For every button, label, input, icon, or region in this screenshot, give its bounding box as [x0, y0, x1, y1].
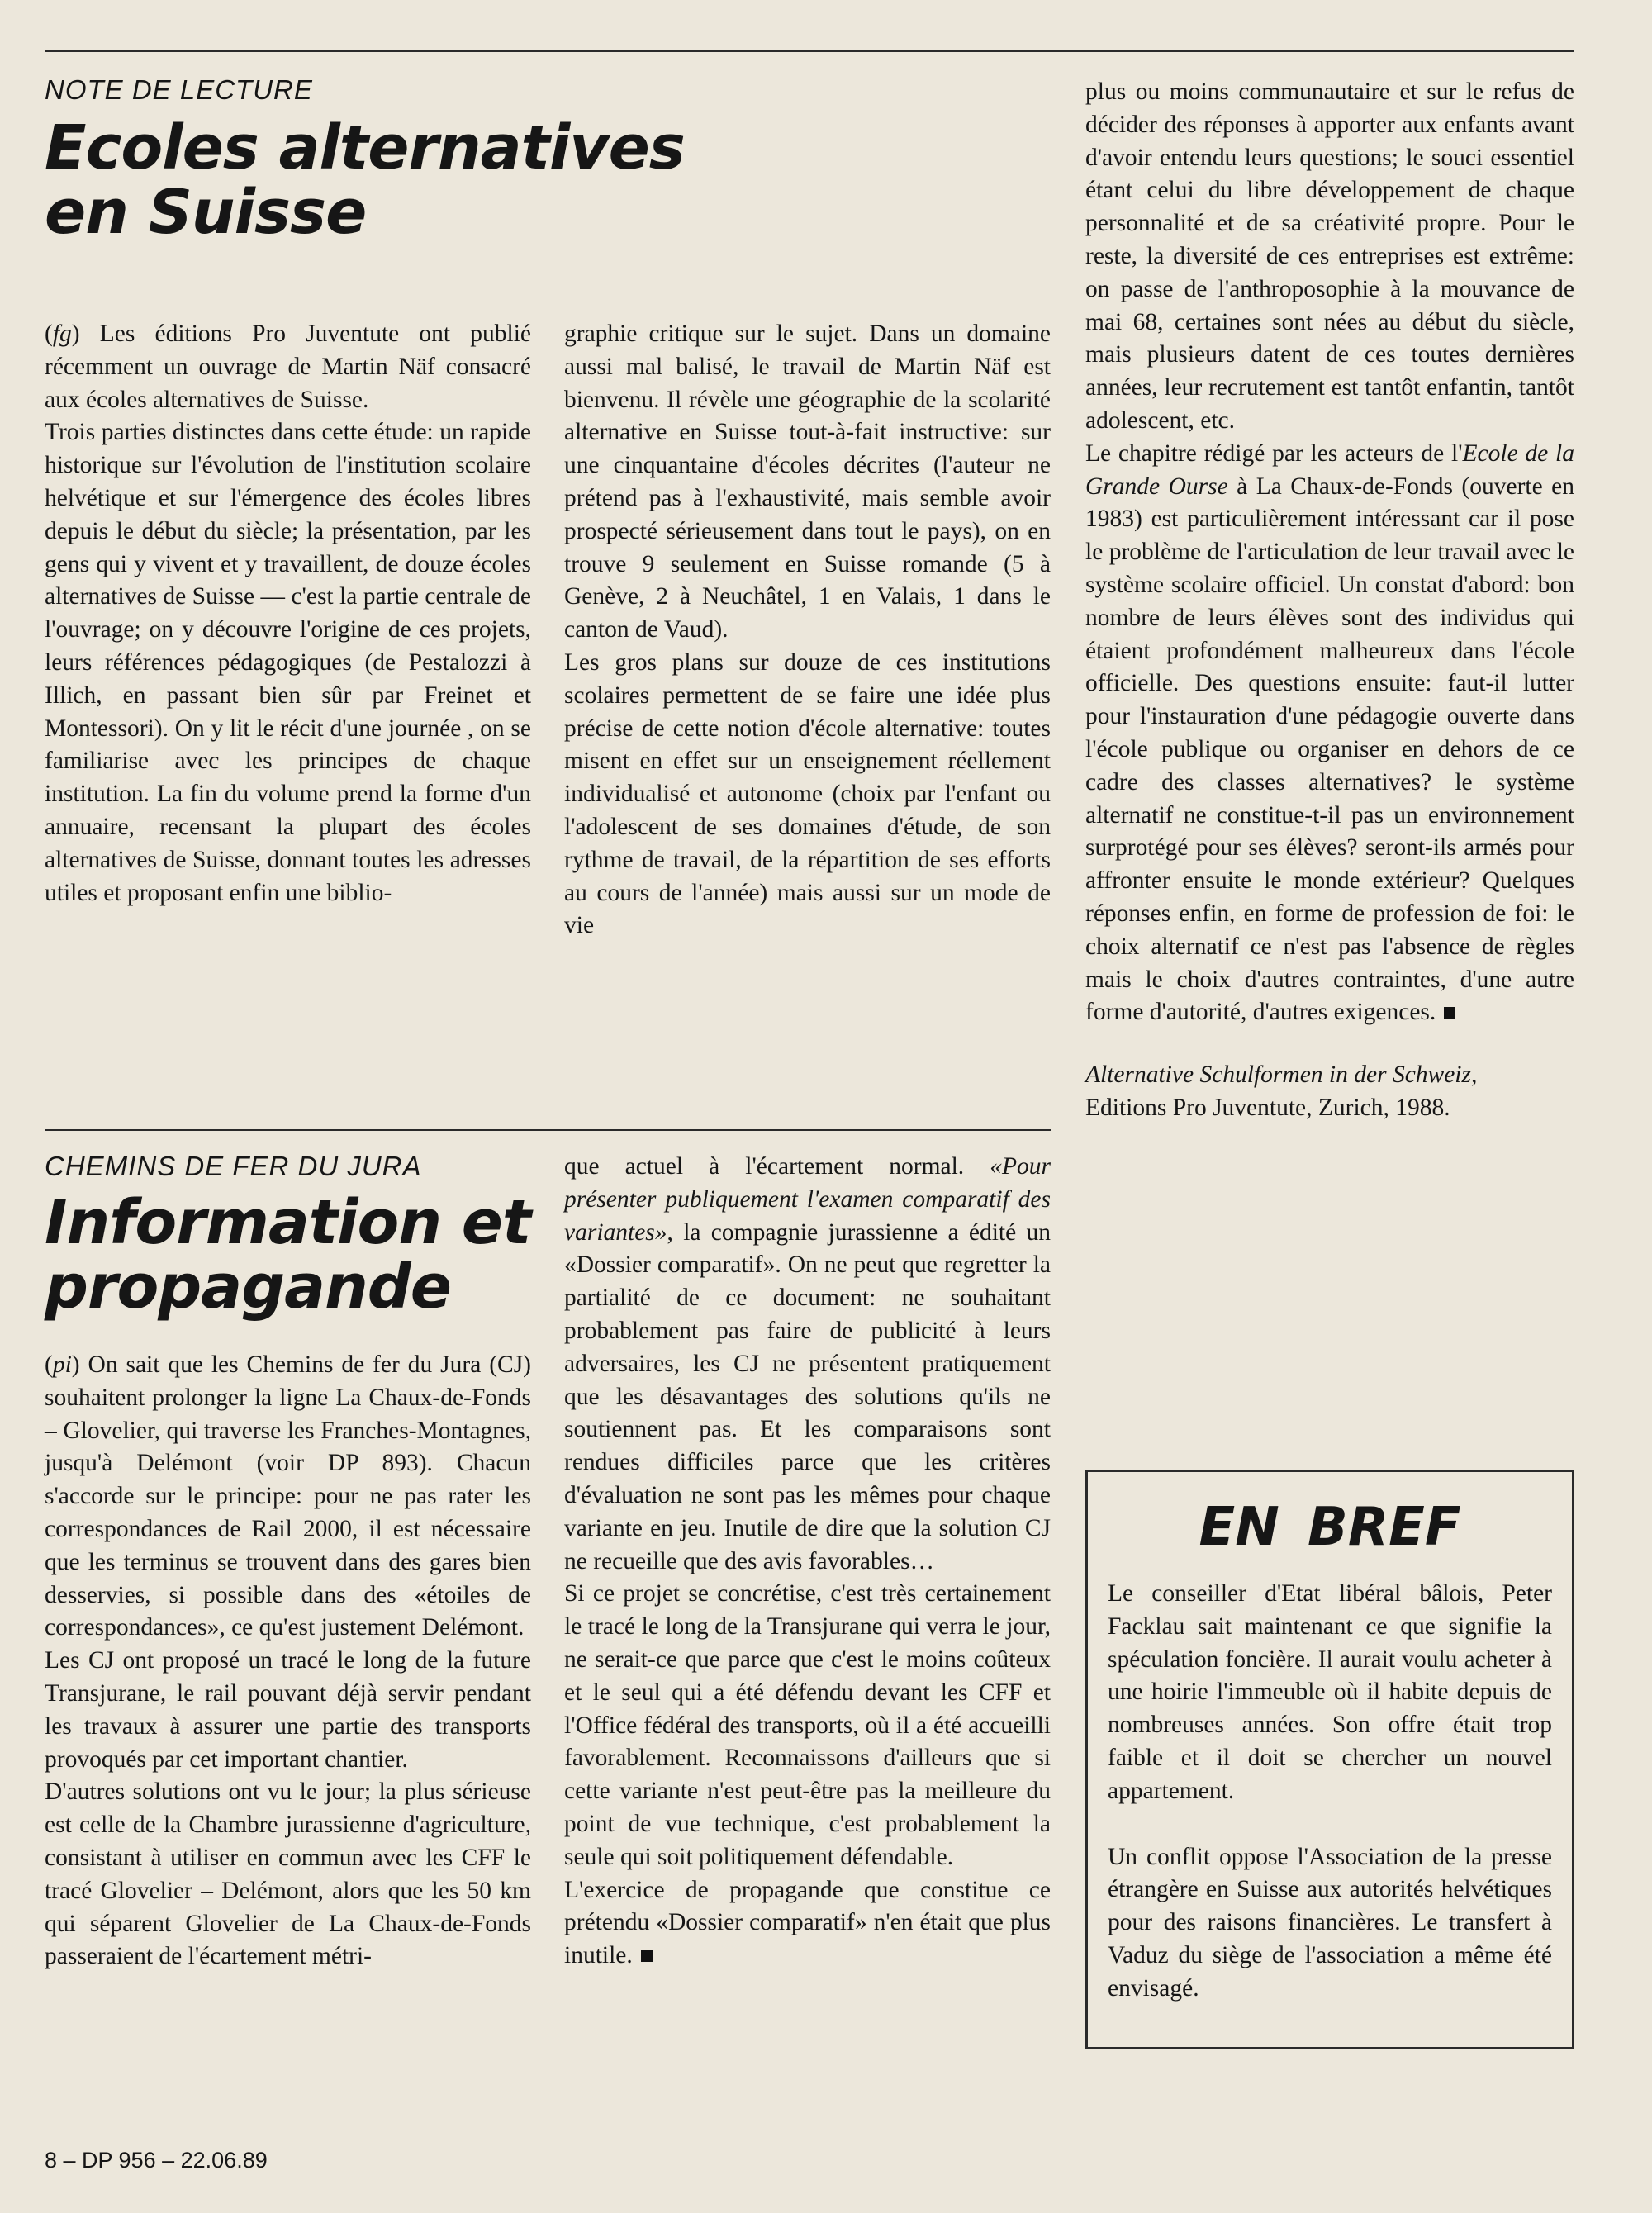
article2-byline: pi	[52, 1351, 72, 1378]
article1-lead-text: Les éditions Pro Juventute ont publié récemment un ouvrage de Martin Näf consacré aux écoles alternatives de Suisse.	[45, 321, 531, 413]
article1-column1	[45, 318, 531, 909]
article1-kicker: NOTE DE LECTURE	[45, 74, 313, 105]
brief-item: Le conseiller d'Etat libéral bâlois, Peter Facklau sait maintenant ce que signifie la spéculation foncière. Il aurait voulu acheter à une hoirie l'immeuble où il habite depuis de nombreuses années. Son offre était trop faible et il doit se chercher un nouvel appartement.	[1108, 1580, 1552, 1804]
article1-column2	[564, 318, 1051, 943]
article2-title	[45, 1187, 531, 1323]
article1-paragraph: (fg) Les éditions Pro Juventute ont publié récemment un ouvrage de Martin Näf consacré aux écoles alternatives de Suisse.	[45, 321, 531, 413]
article2-kicker: CHEMINS DE FER DU JURA	[45, 1151, 422, 1181]
article2-column2	[564, 1151, 1051, 1973]
article2-title-line2: propagande	[45, 1251, 451, 1323]
article1-title-line1: Ecoles alternatives	[45, 112, 685, 183]
end-mark-icon	[641, 1950, 653, 1962]
article2-paragraph	[564, 1874, 1051, 1973]
top-rule	[45, 50, 1574, 52]
article2-paragraph	[564, 1151, 1051, 1578]
article2-text: , la compagnie jurassienne a édité un «Dossier comparatif». On ne peut que regretter la partialité de ce document: ne souhaitant probablement pas faire de publicité à leurs adversaires, les CJ ne présentent pratiquement que les désavantages des solutions qu'ils ne soutiennent pas. Et les comparaisons sont rendues difficiles parce que les critères d'évaluation ne sont pas les mêmes pour chaque variante en jeu. Inutile de dire que la solution CJ ne recueille que des avis favorables…	[564, 1218, 1051, 1574]
article2-paragraph: (pi) On sait que les Chemins de fer du Jura (CJ) souhaitent prolonger la ligne La Chaux-de-Fonds – Glovelier, qui traverse les Franches-Montagnes, jusqu'à Delémont (voir DP 893). Chacun s'accorde sur le principe: pour ne pas rater les correspondances de Rail 2000, il est nécessaire que les terminus se trouvent dans des gares bien desservies, si possible dans des «étoiles de correspondances», ce qu'est justement Delémont.	[45, 1351, 531, 1641]
article1-column3	[1085, 76, 1574, 1125]
reference-publisher: Editions Pro Juventute, Zurich, 1988.	[1085, 1094, 1450, 1121]
article2-text: L'exercice de propagande que constitue ce prétendu «Dossier comparatif» n'en était que plus inutile.	[564, 1876, 1051, 1969]
brief-title: EN BREF	[1199, 1497, 1461, 1558]
article1-school-name: Ecole de la Grande Ourse	[1085, 439, 1574, 500]
reference-title: Alternative Schulformen in der Schweiz,	[1085, 1061, 1478, 1089]
article1-paragraph	[1085, 438, 1574, 1029]
section-divider	[45, 1129, 1051, 1131]
article2-text: que actuel à l'écartement normal.	[564, 1153, 990, 1180]
article1-text: à La Chaux-de-Fonds (ouverte en 1983) est particulièrement intéressant car il pose le problème de l'articulation de leur travail avec le système scolaire officiel. Un constat d'abord: bon nombre de leurs élèves sont des individus qui étaient profondément malheureux dans l'école officielle. Des questions ensuite: faut-il lutter pour l'instauration d'une pédagogie ouverte dans l'école publique ou organiser en dehors de ce cadre des classes alternatives? le système alternatif ne constitue-t-il pas un environnement surprotégé pour ses élèves? seront-ils armés pour affronter ensuite le monde extérieur? Quelques réponses enfin, en forme de profession de foi: le choix alternatif ce n'est pas l'absence de règles mais le choix d'autres contraintes, d'une autre forme d'autorité, d'autres exigences.	[1085, 473, 1574, 1026]
article1-title	[45, 112, 685, 248]
brief-item: Un conflit oppose l'Association de la presse étrangère en Suisse aux autorités helvétiques pour des raisons financières. Le transfert à Vaduz du siège de l'association a même été envisagé.	[1108, 1843, 1552, 2002]
article2-paragraph: Les CJ ont proposé un tracé le long de la future Transjurane, le rail pouvant déjà servir pendant les travaux à assurer une partie des transports provoqués par cet important chantier.	[45, 1647, 531, 1773]
article2-title-line1: Information et	[45, 1187, 531, 1258]
article2-paragraph: Si ce projet se concrétise, c'est très certainement le tracé le long de la Transjurane qui verra le jour, ne serait-ce que parce que c'est le moins coûteux et le seul qui a été défendu devant les CFF et l'Office fédéral des transports, où il a été accueilli favorablement. Reconnaissons d'ailleurs que si cette variante n'est peut-être pas la meilleure du point de vue technique, c'est probablement la seule qui soit politiquement défendable.	[564, 1580, 1051, 1870]
brief-box	[1085, 1470, 1574, 2049]
article1-text: Le chapitre rédigé par les acteurs de l'	[1085, 439, 1463, 467]
page-footer: 8 – DP 956 – 22.06.89	[45, 2148, 268, 2173]
article1-paragraph: graphie critique sur le sujet. Dans un domaine aussi mal balisé, le travail de Martin Näf est bienvenu. Il révèle une géographie de la scolarité alternative en Suisse tout-à-fait instructive: sur une cinquantaine d'écoles décrites (l'auteur ne prétend pas à l'exhaustivité, mais semble avoir prospecté sérieusement dans tout le pays), on en trouve 9 seulement en Suisse romande (5 à Genève, 2 à Neuchâtel, 1 en Valais, 1 dans le canton de Vaud).	[564, 321, 1051, 643]
article1-reference	[1085, 1059, 1574, 1125]
article2-quote: «Pour présenter publiquement l'examen comparatif des variantes»	[564, 1153, 1051, 1246]
article1-byline: fg	[52, 321, 72, 347]
brief-items	[1108, 1578, 1552, 2006]
article1-paragraph: plus ou moins communautaire et sur le refus de décider des réponses à apporter aux enfants avant d'avoir entendu leurs questions; le souci essentiel étant celui du libre développement de chaque personnalité et de sa créativité propre. Pour le reste, la diversité de ces entreprises est extrême: on passe de l'anthroposophie à la mouvance de mai 68, certaines sont nées au début du siècle, mais plusieurs datent de ces toutes dernières années, leur recrutement est tantôt enfantin, tantôt adolescent, etc.	[1085, 78, 1574, 434]
article2-lead-text: On sait que les Chemins de fer du Jura (CJ) souhaitent prolonger la ligne La Chaux-de-Fonds – Glovelier, qui traverse les Franches-Montagnes, jusqu'à Delémont (voir DP 893). Chacun s'accorde sur le principe: pour ne pas rater les correspondances de Rail 2000, il est nécessaire que les terminus se trouvent dans des gares bien desservies, si possible dans des «étoiles de correspondances», ce qu'est justement Delémont.	[45, 1351, 531, 1641]
article1-title-line2: en Suisse	[45, 177, 367, 248]
article1-paragraph: Les gros plans sur douze de ces institutions scolaires permettent de se faire une idée plus précise de cette notion d'école alternative: toutes misent en effet sur un enseignement réellement individualisé et autonome (choix par l'enfant ou l'adolescent de ses domaines d'étude, de son rythme de travail, de la répartition de ses efforts au cours de l'année) mais aussi sur un mode de vie	[564, 648, 1051, 939]
article2-column1	[45, 1349, 531, 1973]
article1-paragraph: Trois parties distinctes dans cette étude: un rapide historique sur l'évolution de l'institution scolaire helvétique et sur l'émergence des écoles libres depuis le début du siècle; la présentation, par les gens qui y vivent et y travaillent, de douze écoles alternatives de Suisse — c'est la partie centrale de l'ouvrage; on y découvre l'origine de ces projets, leurs références pédagogiques (de Pestalozzi à Illich, en passant bien sûr par Freinet et Montessori). On y lit le récit d'une journée , on se familiarise avec les principes de chaque institution. La fin du volume prend la forme d'un annuaire, recensant la plupart des écoles alternatives de Suisse, donnant toutes les adresses utiles et proposant enfin une biblio-	[45, 419, 531, 906]
end-mark-icon	[1444, 1007, 1455, 1019]
article2-paragraph: D'autres solutions ont vu le jour; la plus sérieuse est celle de la Chambre jurassienne d'agriculture, consistant à utiliser en commun avec les CFF le tracé Glovelier – Delémont, alors que les 50 km qui séparent Glovelier de La Chaux-de-Fonds passeraient de l'écartement métri-	[45, 1778, 531, 1970]
